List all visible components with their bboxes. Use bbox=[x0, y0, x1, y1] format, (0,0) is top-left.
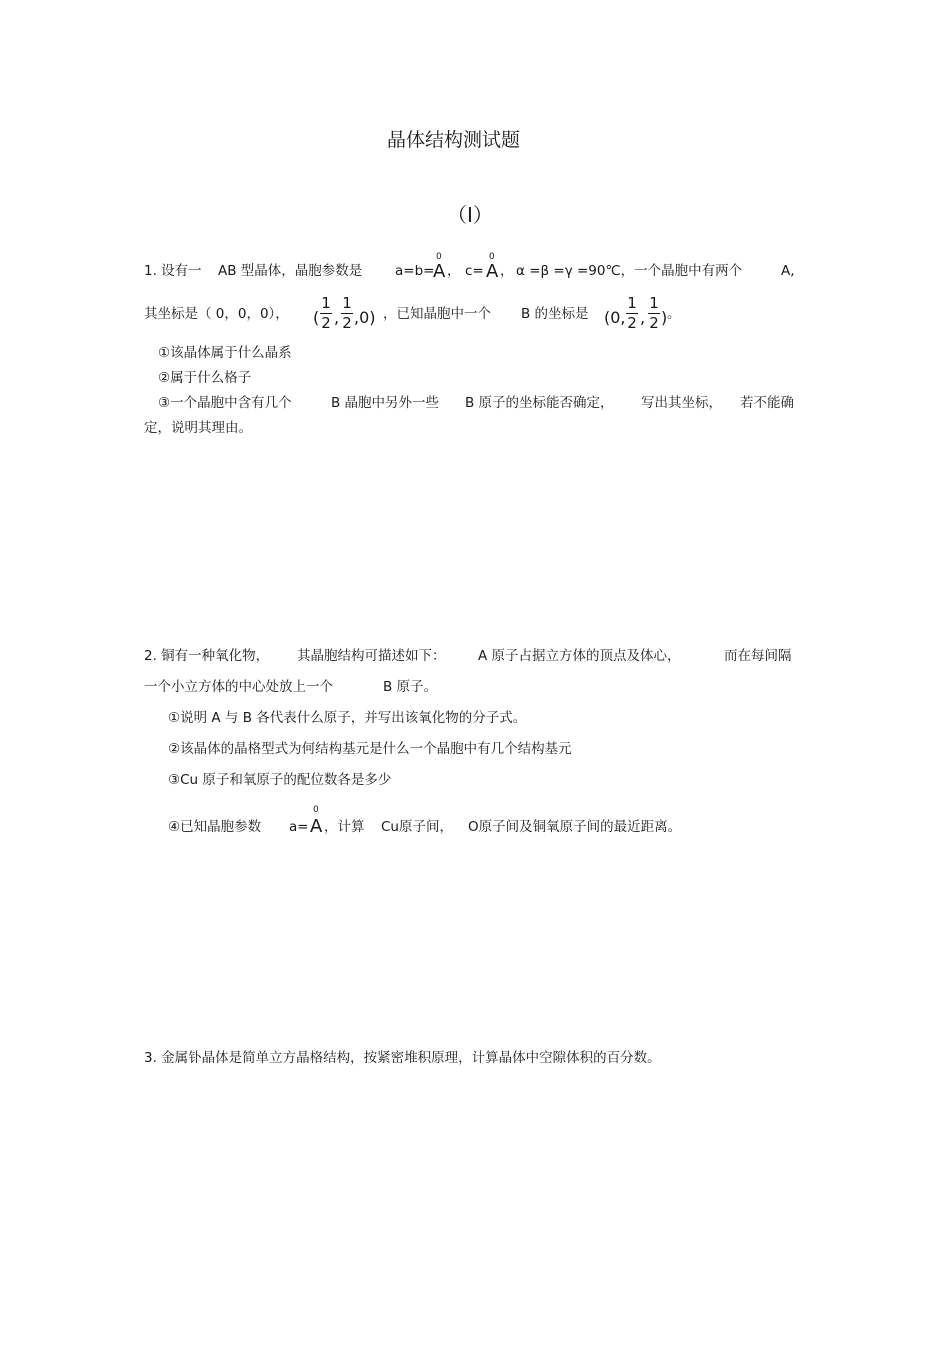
coord-close-paren: ) bbox=[661, 308, 668, 327]
q1-sub3-f: 定，说明其理由。 bbox=[144, 420, 252, 436]
q1-line1-f: ， bbox=[500, 263, 514, 279]
q1-sub3-b: B 晶胞中另外一些 bbox=[331, 395, 440, 411]
fraction-half bbox=[626, 296, 638, 331]
fraction-half bbox=[648, 296, 660, 331]
coord-comma: , bbox=[640, 308, 646, 327]
q1-sub3-e: 若不能确 bbox=[740, 395, 794, 411]
q2-sub4-d: Cu原子间， bbox=[381, 819, 453, 835]
q1-line1-g: α =β =γ =90℃，一个晶胞中有两个 bbox=[516, 263, 743, 279]
q1-line2-c: B 的坐标是 bbox=[521, 306, 589, 322]
q2-sub2: ②该晶体的晶格型式为何结构基元是什么一个晶胞中有几个结构基元 bbox=[168, 741, 572, 757]
q1-sub1: ①该晶体属于什么晶系 bbox=[158, 345, 292, 361]
q1-line1-b: AB 型晶体，晶胞参数是 bbox=[218, 263, 363, 279]
coord-open-paren: ( bbox=[313, 308, 320, 327]
q1-sub3-a: ③一个晶胞中含有几个 bbox=[158, 395, 292, 411]
q1-sub3-d: 写出其坐标， bbox=[641, 395, 722, 411]
q2-sub4-c: ，计算 bbox=[324, 819, 365, 835]
q2-sub1: ①说明 A 与 B 各代表什么原子，并写出该氧化物的分子式。 bbox=[168, 710, 527, 726]
q1-period: 。 bbox=[667, 306, 681, 322]
fraction-numerator: 1 bbox=[649, 294, 659, 312]
q1-sub3-c: B 原子的坐标能否确定， bbox=[465, 395, 614, 411]
coord-tail: ,0) bbox=[354, 308, 376, 327]
page-title: 晶体结构测试题 bbox=[387, 129, 521, 151]
q1-sub2: ②属于什么格子 bbox=[158, 370, 252, 386]
fraction-half bbox=[341, 296, 353, 331]
q2-line1-a: 2. 铜有一种氧化物， bbox=[144, 648, 270, 664]
q2-line1-d: 而在每间隔 bbox=[724, 648, 792, 664]
q2-line1-c: A 原子占据立方体的顶点及体心， bbox=[478, 648, 681, 664]
fraction-numerator: 1 bbox=[321, 294, 331, 312]
fraction-denominator: 2 bbox=[627, 314, 637, 332]
fraction-numerator: 1 bbox=[342, 294, 352, 312]
section-label: （Ⅰ） bbox=[447, 203, 493, 227]
angstrom-symbol-2: A bbox=[486, 261, 499, 282]
fraction-half bbox=[320, 296, 332, 331]
q2-sub4-b: a= bbox=[289, 819, 309, 835]
q1-line1-d: ， bbox=[447, 263, 461, 279]
q2-sub4-e: O原子间及铜氧原子间的最近距离。 bbox=[468, 819, 682, 835]
q1-line1-h: A, bbox=[781, 263, 795, 279]
fraction-denominator: 2 bbox=[649, 314, 659, 332]
q1-line1-a: 1. 设有一 bbox=[144, 263, 202, 279]
q2-line2-a: 一个小立方体的中心处放上一个 bbox=[144, 679, 333, 695]
fraction-denominator: 2 bbox=[321, 314, 331, 332]
angstrom-ring-3: 0 bbox=[313, 805, 319, 815]
q1-line2-b: ，已知晶胞中一个 bbox=[383, 306, 491, 322]
q2-sub4-a: ④已知晶胞参数 bbox=[168, 819, 262, 835]
angstrom-symbol-3: A bbox=[310, 816, 323, 837]
fraction-denominator: 2 bbox=[342, 314, 352, 332]
fraction-numerator: 1 bbox=[627, 294, 637, 312]
q2-sub3: ③Cu 原子和氧原子的配位数各是多少 bbox=[168, 772, 392, 788]
q1-line1-e: c= bbox=[465, 263, 484, 279]
q1-line2-a: 其坐标是（ 0，0，0）， bbox=[144, 306, 289, 322]
q2-line1-b: 其晶胞结构可描述如下： bbox=[297, 648, 446, 664]
angstrom-ring-1: 0 bbox=[436, 252, 442, 262]
coord-open-zero: (0, bbox=[604, 308, 626, 327]
q1-line1-c: a=b= bbox=[395, 263, 435, 279]
angstrom-symbol-1: A bbox=[433, 261, 446, 282]
q3-line1: 3. 金属钋晶体是简单立方晶格结构，按紧密堆积原理，计算晶体中空隙体积的百分数。 bbox=[144, 1050, 661, 1066]
q2-line2-b: B 原子。 bbox=[383, 679, 438, 695]
coord-comma: , bbox=[334, 308, 340, 327]
angstrom-ring-2: 0 bbox=[489, 252, 495, 262]
